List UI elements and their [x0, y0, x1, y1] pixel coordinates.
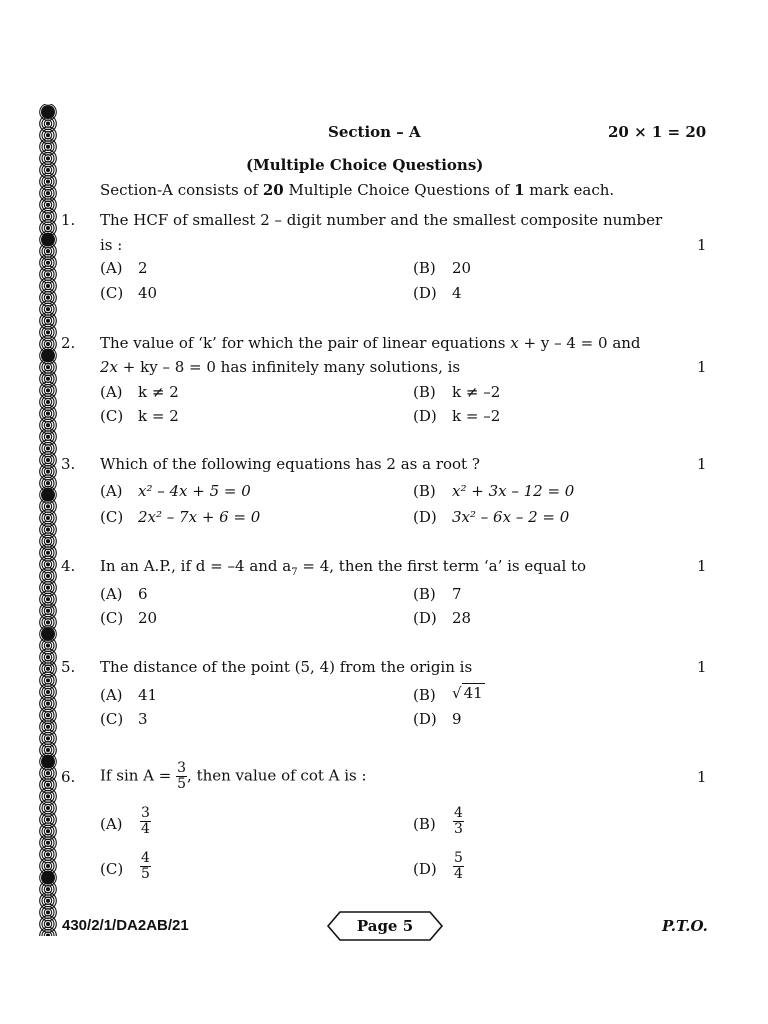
- option-text: x² – 4x + 5 = 0: [138, 482, 251, 500]
- option-fraction: [140, 851, 151, 882]
- option-label: (A): [100, 815, 123, 833]
- intro-text: mark each.: [524, 181, 615, 199]
- page-number-badge: [326, 910, 444, 946]
- fraction-numerator: 5: [454, 850, 463, 866]
- question-text-part: + y – 4 = 0 and: [518, 334, 641, 352]
- option-label: (B): [413, 383, 436, 401]
- option-text: 20: [452, 259, 472, 277]
- fraction-denominator: 4: [141, 821, 150, 837]
- option-label: (B): [413, 259, 436, 277]
- page-number: Page 5: [356, 917, 414, 935]
- question-text: The HCF of smallest 2 – digit number and the smallest composite number: [100, 211, 663, 229]
- fraction-denominator: 4: [454, 866, 463, 882]
- question-number: 1.: [61, 211, 76, 229]
- option-text: 40: [138, 284, 158, 302]
- option-text: 41: [463, 684, 483, 702]
- subscript: 7: [291, 567, 298, 578]
- question-marks: 1: [697, 557, 707, 575]
- option-text: k = 2: [138, 407, 179, 425]
- option-label: (C): [100, 609, 124, 627]
- question-text: [100, 557, 587, 578]
- question-text: Which of the following equations has 2 as a root ?: [100, 455, 480, 473]
- marks-scheme: 20 × 1 = 20: [608, 123, 707, 141]
- question-text-part: In an A.P., if d = –4 and a: [100, 557, 292, 575]
- option-label: (A): [100, 383, 123, 401]
- question-number: 6.: [61, 768, 76, 786]
- intro-mark: 1: [514, 181, 525, 199]
- option-fraction: [140, 806, 151, 837]
- fraction-numerator: 4: [141, 850, 150, 866]
- option-text: 2x² – 7x + 6 = 0: [138, 508, 261, 526]
- option-label: (D): [413, 407, 437, 425]
- option-text: 2: [138, 259, 148, 277]
- option-label: (B): [413, 686, 436, 704]
- option-text: k = –2: [452, 407, 501, 425]
- question-text-part: If sin A =: [100, 766, 177, 785]
- question-number: 5.: [61, 658, 76, 676]
- fraction-denominator: 3: [454, 821, 463, 837]
- math-variable: x: [510, 334, 519, 352]
- option-text: 4: [452, 284, 462, 302]
- fraction-numerator: 3: [177, 760, 187, 776]
- option-label: (B): [413, 815, 436, 833]
- option-text: 7: [452, 585, 462, 603]
- option-text: 9: [452, 710, 462, 728]
- fraction-numerator: 3: [141, 805, 150, 821]
- option-label: (D): [413, 284, 437, 302]
- option-text: 6: [138, 585, 148, 603]
- option-label: (C): [100, 508, 124, 526]
- option-fraction: [453, 806, 464, 837]
- option-label: (D): [413, 860, 437, 878]
- option-label: (C): [100, 860, 124, 878]
- option-label: (A): [100, 259, 123, 277]
- intro-count: 20: [262, 181, 284, 199]
- math-variable: 2x: [100, 358, 119, 376]
- question-text-part: = 4, then the first term ‘a’ is equal to: [297, 557, 587, 575]
- question-number: 2.: [61, 334, 76, 352]
- intro-text: Multiple Choice Questions of: [283, 181, 515, 199]
- question-marks: 1: [697, 236, 707, 254]
- fraction-numerator: 4: [454, 805, 463, 821]
- intro-text: Section-A consists of: [100, 181, 263, 199]
- option-text: x² + 3x – 12 = 0: [452, 482, 575, 500]
- question-marks: 1: [697, 768, 707, 786]
- question-text: is :: [100, 236, 123, 254]
- section-intro: [100, 181, 614, 199]
- option-fraction: [453, 851, 464, 882]
- option-label: (C): [100, 284, 124, 302]
- ring-ornament: [40, 927, 57, 936]
- fraction: [176, 761, 187, 792]
- option-text: 3x² – 6x – 2 = 0: [452, 508, 570, 526]
- option-text: 28: [452, 609, 472, 627]
- option-label: (D): [413, 508, 437, 526]
- subtitle: (Multiple Choice Questions): [246, 156, 484, 174]
- option-label: (B): [413, 585, 436, 603]
- question-marks: 1: [697, 358, 707, 376]
- question-text: [100, 358, 460, 376]
- question-text: [100, 334, 641, 352]
- question-text-part: , then value of cot A is :: [187, 766, 367, 785]
- option-label: (A): [100, 585, 123, 603]
- paper-code: 430/2/1/DA2AB/21: [62, 917, 189, 934]
- option-label: (A): [100, 686, 123, 704]
- question-text-part: + ky – 8 = 0 has infinitely many solutions, is: [118, 358, 461, 376]
- option-text: 3: [138, 710, 148, 728]
- question-text-part: The value of ‘k’ for which the pair of linear equations: [100, 334, 511, 352]
- option-text: k ≠ 2: [138, 383, 179, 401]
- option-label: (B): [413, 482, 436, 500]
- option-text: k ≠ –2: [452, 383, 501, 401]
- sqrt-symbol: √: [452, 684, 462, 702]
- option-text: 41: [138, 686, 158, 704]
- option-label: (C): [100, 407, 124, 425]
- question-text: [100, 761, 367, 792]
- option-label: (D): [413, 710, 437, 728]
- option-label: (A): [100, 482, 123, 500]
- sqrt-expression: [452, 684, 485, 702]
- option-label: (D): [413, 609, 437, 627]
- question-marks: 1: [697, 455, 707, 473]
- section-title: Section – A: [328, 123, 421, 141]
- fraction-denominator: 5: [141, 866, 150, 882]
- option-label: (C): [100, 710, 124, 728]
- pto-label: P.T.O.: [662, 917, 708, 935]
- fraction-denominator: 5: [177, 776, 187, 792]
- question-number: 4.: [61, 557, 76, 575]
- decorative-ring-border: [38, 104, 60, 936]
- question-marks: 1: [697, 658, 707, 676]
- question-number: 3.: [61, 455, 76, 473]
- question-text: The distance of the point (5, 4) from the origin is: [100, 658, 473, 676]
- option-text: 20: [138, 609, 158, 627]
